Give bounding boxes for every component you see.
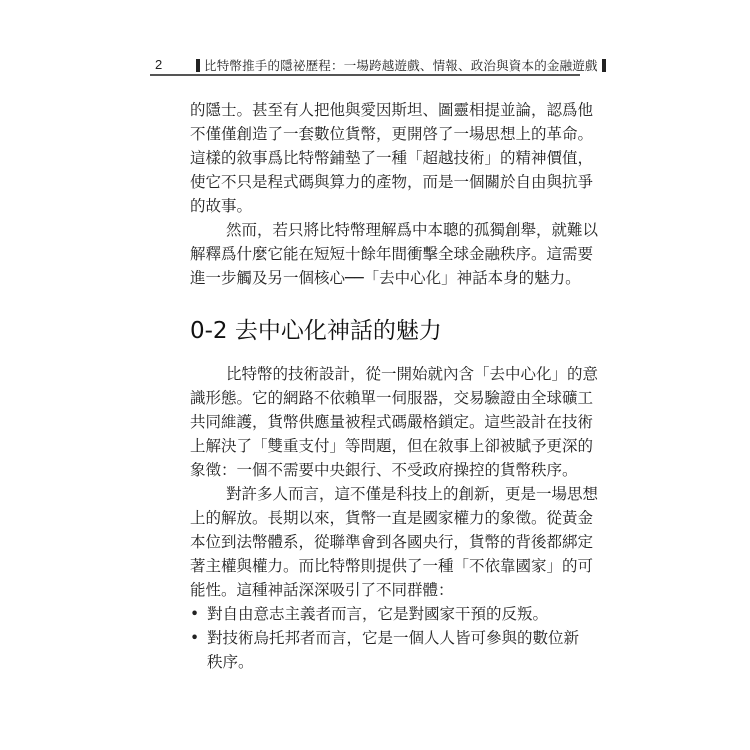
bullet-icon: • [190, 629, 200, 647]
running-header [150, 55, 598, 75]
para4-line: 能性。這種神話深深吸引了不同群體： [190, 581, 454, 599]
bar-mark-left [196, 59, 200, 72]
header-rule [150, 74, 580, 76]
running-title [192, 56, 610, 74]
para3-line: 上解決了「雙重支付」等問題，但在敘事上卻被賦予更深的 [190, 437, 594, 455]
bar-mark-right [602, 59, 606, 72]
para3-line: 比特幣的技術設計，從一開始就內含「去中心化」的意 [226, 365, 599, 383]
para1-line: 的故事。 [190, 197, 253, 215]
running-title-text: 比特幣推手的隱祕歷程：一場跨越遊戲、情報、政治與資本的金融遊戲 [204, 58, 598, 73]
para2-line: 進一步觸及另一個核心──「去中心化」神話本身的魅力。 [190, 269, 581, 287]
para2-line: 解釋爲什麼它能在短短十餘年間衝擊全球金融秩序。這需要 [190, 245, 594, 263]
para1-line: 的隱士。甚至有人把他與愛因斯坦、圖靈相提並論，認爲他 [190, 101, 594, 119]
page-number: 2 [155, 57, 163, 72]
section-heading: 0-2 去中心化神話的魅力 [190, 318, 442, 344]
bullet-item-line: 對技術烏托邦者而言，它是一個人人皆可參與的數位新 [207, 629, 580, 647]
bullet-item-line: 對自由意志主義者而言，它是對國家干預的反叛。 [207, 605, 549, 623]
para1-line: 不僅僅創造了一套數位貨幣，更開啓了一場思想上的革命。 [190, 125, 594, 143]
para1-line: 使它不只是程式碼與算力的產物，而是一個關於自由與抗爭 [190, 173, 594, 191]
para3-line: 識形態。它的網路不依賴單一伺服器，交易驗證由全球礦工 [190, 389, 594, 407]
para3-line: 象徵：一個不需要中央銀行、不受政府操控的貨幣秩序。 [190, 461, 578, 479]
para4-line: 對許多人而言，這不僅是科技上的創新，更是一場思想 [226, 485, 599, 503]
para4-line: 上的解放。長期以來，貨幣一直是國家權力的象徵。從黃金 [190, 509, 594, 527]
bullet-item-line: 秩序。 [207, 653, 254, 671]
para2-line: 然而，若只將比特幣理解爲中本聰的孤獨創舉，就難以 [226, 221, 599, 239]
para3-line: 共同維護，貨幣供應量被程式碼嚴格鎖定。這些設計在技術 [190, 413, 594, 431]
para4-line: 本位到法幣體系，從聯準會到各國央行，貨幣的背後都綁定 [190, 533, 594, 551]
para4-line: 著主權與權力。而比特幣則提供了一種「不依靠國家」的可 [190, 557, 594, 575]
para1-line: 這樣的敘事爲比特幣鋪墊了一種「超越技術」的精神價值， [190, 149, 594, 167]
bullet-icon: • [190, 605, 200, 623]
